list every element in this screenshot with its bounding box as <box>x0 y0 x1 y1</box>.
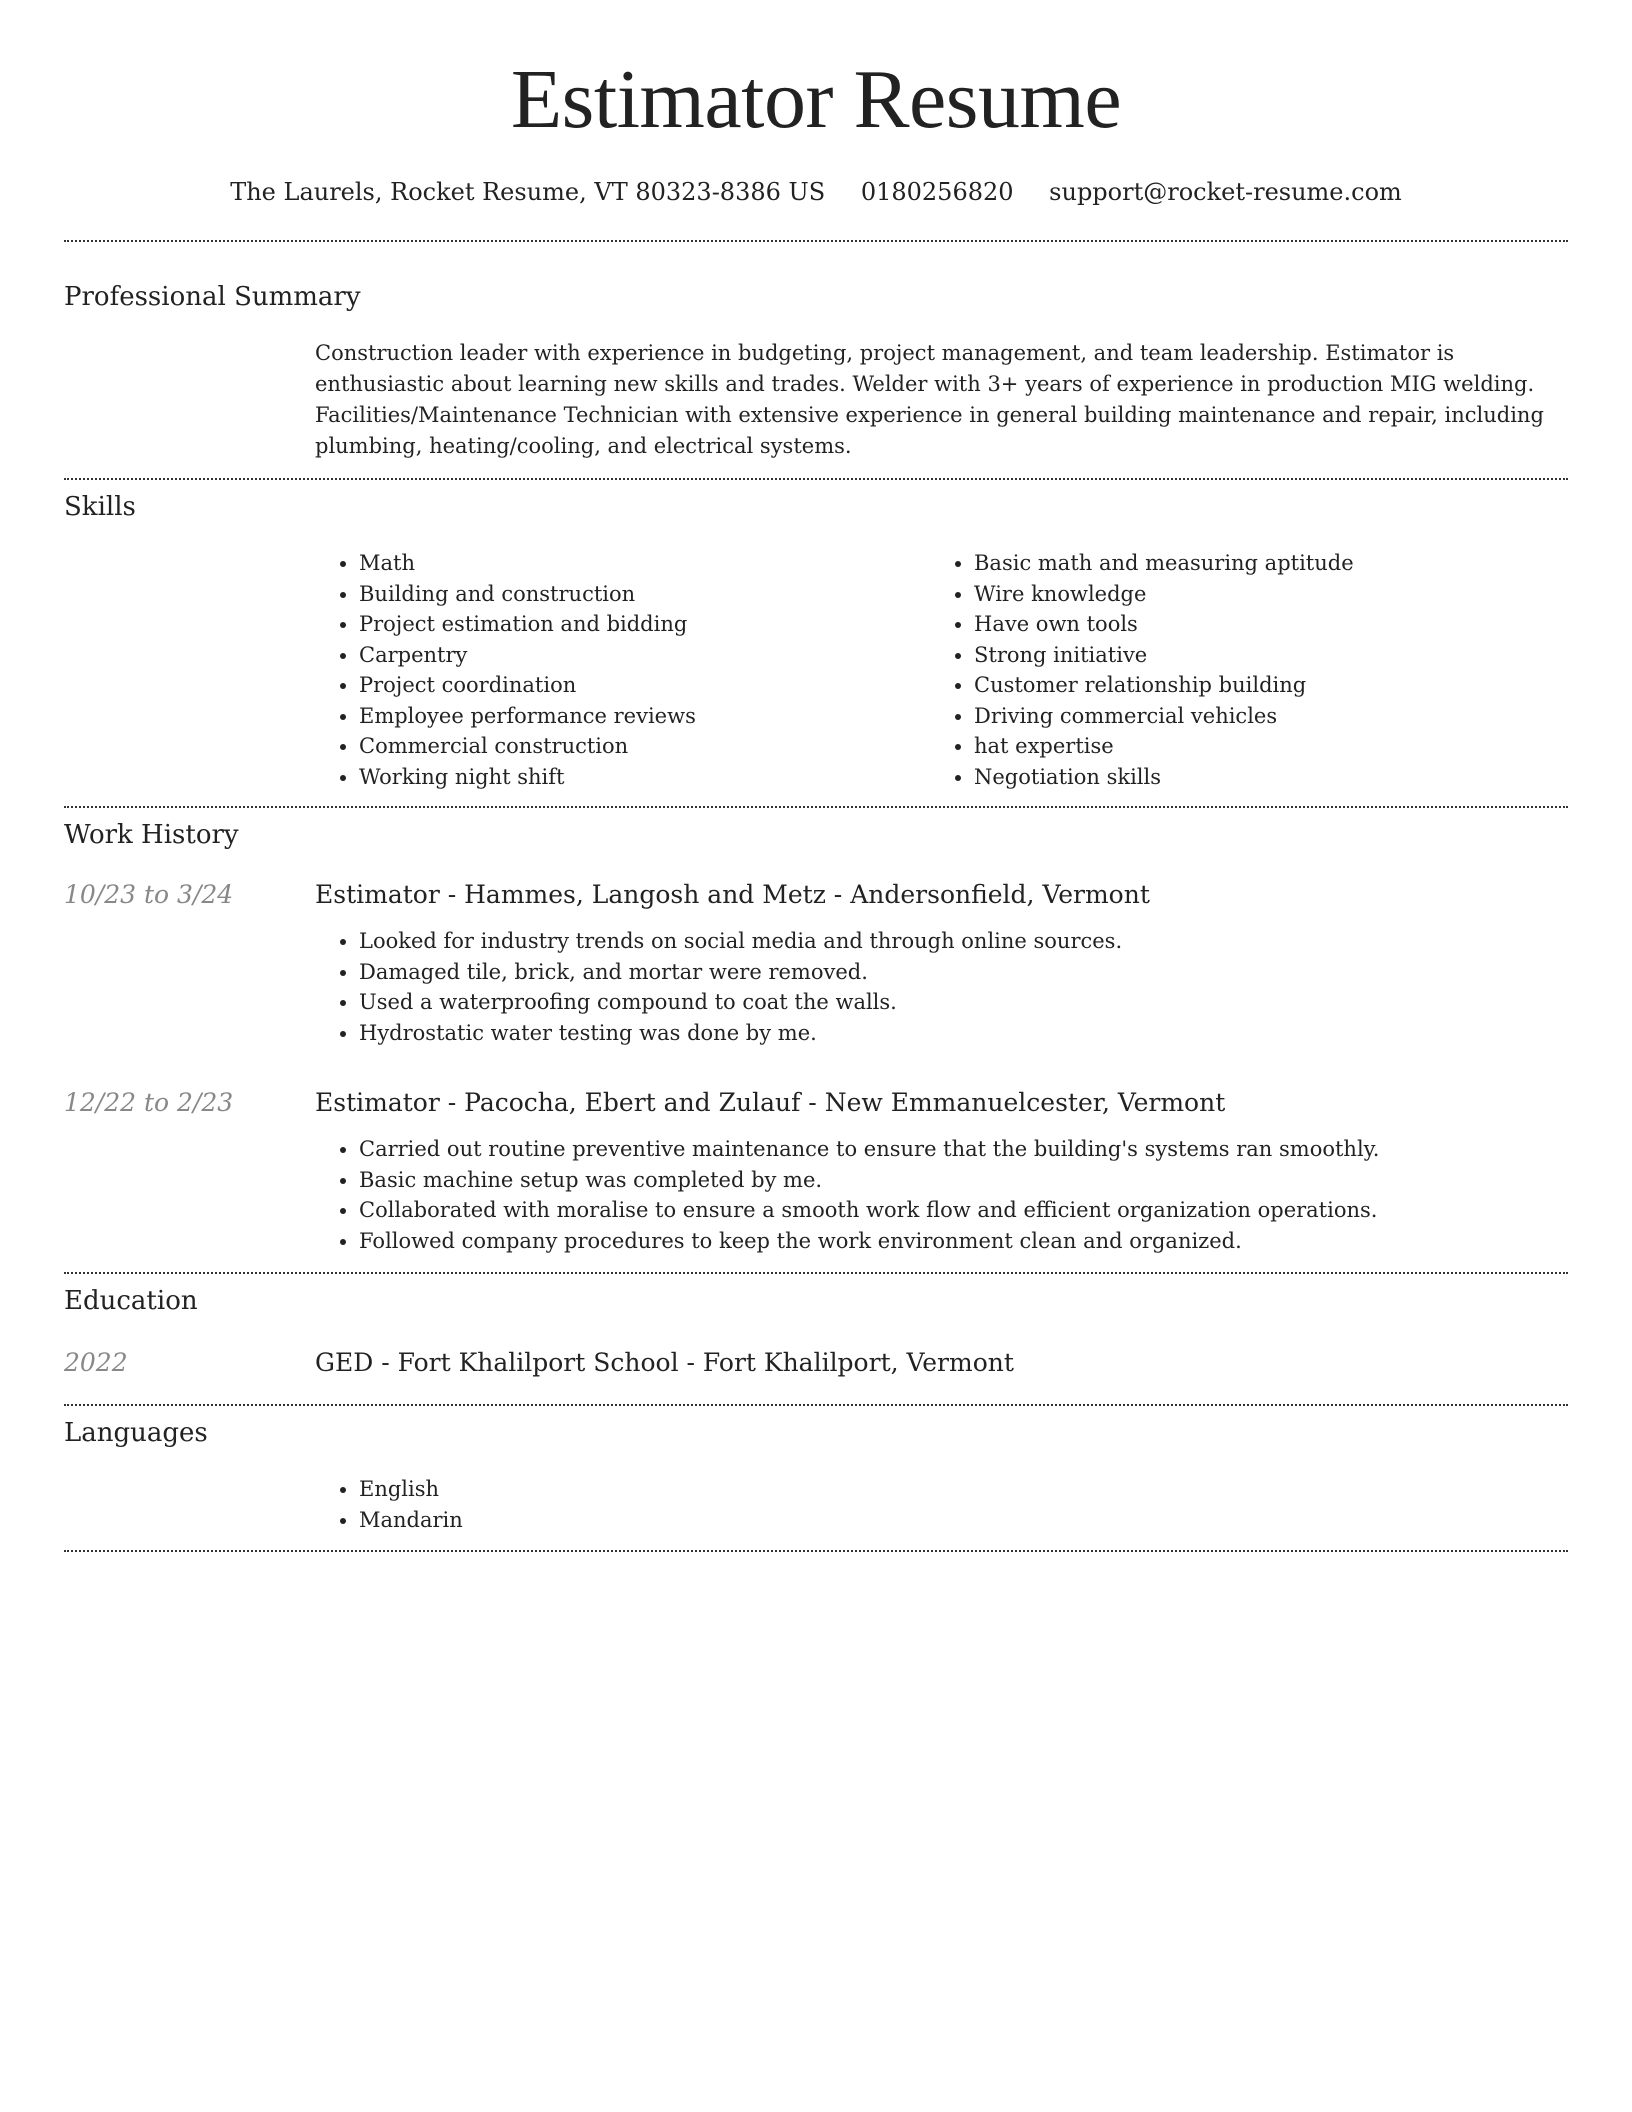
job-dates: 10/23 to 3/24 <box>64 880 234 909</box>
contact-phone: 0180256820 <box>860 178 1014 206</box>
skill-item: • Wire knowledge <box>974 579 1545 610</box>
skill-item: • Carpentry <box>359 640 930 671</box>
job-bullets <box>315 1134 1568 1256</box>
languages-list <box>315 1474 1568 1550</box>
job-bullet: • Carried out routine preventive maintenance to ensure that the building's systems ran smoothly. <box>359 1134 1568 1165</box>
job-bullet: • Collaborated with moralise to ensure a smooth work flow and efficient organization operations. <box>359 1195 1568 1226</box>
skills-list-left <box>315 548 930 792</box>
contact-line <box>64 178 1568 206</box>
languages-section <box>64 1406 1568 1550</box>
skills-list-right <box>930 548 1545 792</box>
skill-item: • Project estimation and bidding <box>359 609 930 640</box>
summary-section <box>64 242 1568 478</box>
job-entry <box>64 1086 1568 1256</box>
skill-item: • Negotiation skills <box>974 762 1545 793</box>
work-section <box>64 808 1568 1272</box>
resume-title: Estimator Resume <box>510 53 1122 146</box>
summary-text: Construction leader with experience in budgeting, project management, and team leadership. Estimator is enthusiastic about learning new skills and trades. Welder with 3+ years of experience in production MIG welding. Facilities/Maintenance Technician with extensive experience in general building maintenance and repair, including plumbing, heating/cooling, and electrical systems. <box>315 341 1544 458</box>
job-bullet: • Used a waterproofing compound to coat the walls. <box>359 987 1568 1018</box>
skill-item: • Customer relationship building <box>974 670 1545 701</box>
skill-item: • Employee performance reviews <box>359 701 930 732</box>
summary-heading: Professional Summary <box>64 282 361 312</box>
divider <box>64 1550 1568 1552</box>
job-bullet: • Followed company procedures to keep the work environment clean and organized. <box>359 1226 1568 1257</box>
work-heading: Work History <box>64 820 239 850</box>
skills-heading: Skills <box>64 492 136 522</box>
language-item: • English <box>359 1474 1568 1505</box>
education-title: GED - Fort Khalilport School - Fort Khalilport, Vermont <box>315 1348 1014 1377</box>
skill-item: • Building and construction <box>359 579 930 610</box>
job-bullet: • Looked for industry trends on social media and through online sources. <box>359 926 1568 957</box>
job-bullets <box>315 926 1568 1048</box>
skill-item: • Commercial construction <box>359 731 930 762</box>
skill-item: • Math <box>359 548 930 579</box>
education-section <box>64 1274 1568 1404</box>
contact-address: The Laurels, Rocket Resume, VT 80323-8386 US <box>230 178 826 206</box>
education-year: 2022 <box>64 1348 128 1377</box>
skill-item: • Driving commercial vehicles <box>974 701 1545 732</box>
job-title: Estimator - Hammes, Langosh and Metz - Andersonfield, Vermont <box>315 880 1150 909</box>
contact-email: support@rocket-resume.com <box>1049 178 1402 206</box>
skill-item: • Have own tools <box>974 609 1545 640</box>
skill-item: • hat expertise <box>974 731 1545 762</box>
education-heading: Education <box>64 1286 198 1316</box>
skill-item: • Project coordination <box>359 670 930 701</box>
skill-item: • Strong initiative <box>974 640 1545 671</box>
job-bullet: • Damaged tile, brick, and mortar were removed. <box>359 957 1568 988</box>
languages-heading: Languages <box>64 1418 208 1448</box>
job-bullet: • Hydrostatic water testing was done by me. <box>359 1018 1568 1049</box>
education-entry <box>64 1346 1568 1404</box>
job-bullet: • Basic machine setup was completed by me. <box>359 1165 1568 1196</box>
job-entry <box>64 878 1568 1048</box>
skills-columns <box>315 548 1568 806</box>
job-title: Estimator - Pacocha, Ebert and Zulauf - New Emmanuelcester, Vermont <box>315 1088 1226 1117</box>
language-item: • Mandarin <box>359 1505 1568 1536</box>
skill-item: • Basic math and measuring aptitude <box>974 548 1545 579</box>
job-dates: 12/22 to 2/23 <box>64 1088 234 1117</box>
skills-section <box>64 480 1568 806</box>
skill-item: • Working night shift <box>359 762 930 793</box>
